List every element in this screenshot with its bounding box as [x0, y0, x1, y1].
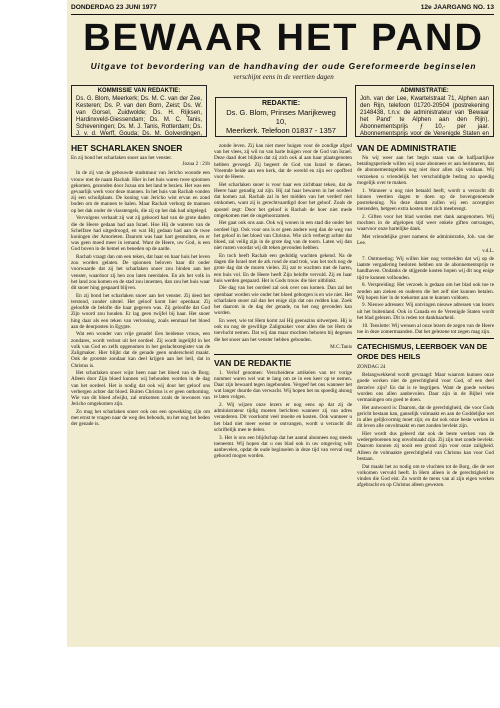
administration-box — [355, 85, 494, 137]
redaction-box — [215, 97, 347, 137]
paragraph: En weet, wie tot Hem komt zal Hij geenszins uitwerpen. Hij is ook nu nog de gewillige Zaligmaker voor allen die tot Hem de toevlucht nemen. Dat wij dan maar mochten behoren bij degenen die het snoer aan het venster hebben gebonden. — [214, 317, 352, 343]
issue-volume: 12e JAARGANG NO. 13 — [420, 4, 494, 11]
signature-tanis: M.C.Tanis — [330, 344, 352, 351]
signature-vdl: v.d.L. — [482, 247, 494, 254]
list-item: 8. Verspreiding: Het verzoek is gedaan om het blad ook toe te zenden aan zieken en ouderen die het zelf niet kunnen betalen. Wij hopen hier in de toekomst aan te kunnen voldoen. — [357, 282, 494, 301]
paragraph: In de zij van de gebouwde stadsmuur van Jericho woonde een vrouw met de naam Rachab. Hier in het huis waren twee spionnen gekomen, gezonden door Jozua om het land te bezien. Het was een gevaarlijk werk voor deze mannen. In het huis van Rachab vonden zij een schuilplaats. De koning van Jericho wist ervan en zond boden om de mannen te halen. Maar Rachab verborg de mannen op het dak onder de vlasstengels, die zij op het dak had uitgelegd. — [71, 170, 210, 214]
issue-date: DONDERDAG 23 JUNI 1977 — [71, 4, 157, 11]
paragraph: Vervolgens verhaalt zij wat zij gehoord had van de grote daden die de Heere gedaan had aan Israel. Hoe Hij de wateren van de Schelfzee had uitgedroogd, en wat Hij gedaan had aan de twee koningen der Amorieten. Daarom was haar hart gesmolten, en er was geen moed meer in iemand. Want de Heere, uw God, is een God boven in de hemel en beneden op de aarde. — [71, 215, 210, 253]
paragraph: Nu wij weer aan het begin staan van de halfjaarlijkse betalingsperiode willen wij onze abonnees er aan herinneren, dat de abonnementsgelden nog niet door allen zijn voldaan. Wij verzoeken u vriendelijk het verschuldigde bedrag zo spoedig mogelijk over te maken. — [357, 155, 494, 186]
paragraph: Wat een wonder van vrije genade! Een heidense vrouw, een zondares, wordt verlost uit het oordeel. Zij wordt ingelijfd in het volk van God en zelfs opgenomen in het geslachtsregister van de Zaligmaker. Hier blijkt dat de genade geen onderscheid maakt. Ook de grootste zondaar kan deel krijgen aan het heil, dat in Christus is. — [71, 331, 210, 369]
divider — [357, 338, 494, 339]
paragraph: 1. Wanneer u nog niet betaald heeft, wordt u verzocht dit binnen veertien dagen te doen op de bovengenoemde postrekening. Na deze datum zullen wij een acceptgiro toezenden, hetgeen extra kosten met zich meebrengt. — [357, 187, 494, 213]
masthead-title: BEWAAR HET PAND — [83, 17, 484, 59]
paragraph: Dat maakt het zo nodig om te vluchten tot de Borg, die de wet volkomen vervuld heeft. In Hem alleen is de gerechtigheid te vinden die God eist. Zo wordt de mens van al zijn eigen werken afgebracht en op Christus alleen gewezen. — [357, 463, 494, 489]
article-epigraph: En zij hond het scharlaken snoer aan het venster. — [71, 155, 172, 161]
editorial-board-box — [71, 85, 207, 137]
divider — [214, 354, 352, 355]
top-rule — [71, 14, 494, 15]
dateline — [71, 4, 494, 14]
administration-heading: ADMINISTRATIE: — [400, 88, 449, 94]
paragraph: Belangwekkend wordt gevraagd: Maar waarom kunnen onze goede werken niet de gerechtigheid voor God, of een deel derzelve zijn? En dat is te begrijpen. Want de goede werken worden ons allen aanbevolen. Daar zijn in de Bijbel vele vermaningen om goed te doen. — [357, 372, 494, 403]
paragraph: Het antwoord is: Daarom, dat de gerechtigheid, die voor Gods gericht bestaan kan, ganselijk volmaakt en aan de Goddelijke wet in alles gelijkvormig moet zijn; en dat ook onze beste werken in dit leven alle onvolmaakt en met zonden bevlekt zijn. — [357, 404, 494, 430]
list-item: 7. Ontmoeting: Wij willen hier nog vermelden dat wij op de laatste vergadering besloten hebben om de abonnementsprijs te handhaven. Ondanks de stijgende kosten hopen wij dit nog enige tijd te kunnen volhouden. — [357, 256, 494, 281]
paragraph: Met vriendelijke groet namens de administratie, Joh. van der Lee. — [357, 233, 494, 247]
column-3 — [357, 143, 494, 643]
paragraph: Rachab vraagt dan om een teken, dat haar en haar huis het leven zou worden gelaten. De spionnen beloven haar dit onder voorwaarde dat zij het scharlaken snoer zou binden aan het venster, waardoor zij hen zou laten neerdalen. En als het volk in het land zou komen en de stad zou innemen, dan zou het huis waar dit snoer hing gespaard blijven. — [71, 254, 210, 292]
paragraph: Het scharlaken snoer wijst heen naar het bloed van de Borg. Alleen door Zijn bloed kunnen wij behouden worden in de dag van het oordeel. Het is nodig dat ook wij door het geloof ons verbergen achter dat bloed. Buiten Christus is er geen ontkoming. Wie van dit bloed afwijkt, zal omkomen zoals de inwoners van Jericho omgekomen zijn. — [71, 370, 210, 408]
paragraph: 1. Verlof genomen: Verscheidene artikelen van ter vorige nummer waren wel wat te lang om ze in een keer op te nemen. Daar zijn bewaard tegen ingebonden. Vergeef het ons wanneer het wat langer duurde dan verwacht. Wij hopen het nu spoedig alsnog te laten volgen. — [214, 369, 352, 401]
paragraph: 2. Wij wijzen onze lezers er nog eens op dat zij de administrateur tijdig moeten berichten wanneer zij van adres veranderen. Dit voorkomt veel moeite en kosten. Ook wanneer u het blad niet meer wenst te ontvangen, wordt u verzocht dit schriftelijk mee te delen. — [214, 402, 352, 433]
article-heading-scharlaken: HET SCHARLAKEN SNOER — [71, 143, 183, 153]
redaction-line-1: Ds. G. Blom, Prinses Marijkeweg 10, — [226, 108, 336, 126]
paragraph: Het gaat ook ons aan. Ook wij wonen in een stad die onder het oordeel ligt. Ook voor ons is er geen andere weg dan de weg van het geloof in het bloed van Christus. Wie zich verbergt achter dat bloed, zal veilig zijn in de grote dag van de toorn. Laten wij dan niet rusten voordat wij dit teken gevonden hebben. — [214, 220, 352, 252]
publication-frequency: verschijnt eens in de veertien dagen — [233, 73, 334, 81]
paragraph: En zij bond het scharlaken snoer aan het venster. Zij deed het terstond, zonder uitstel. Het geloof komt hier openbaar. Zij geloofde de belofte die haar gegeven was. Zij geloofde dat God Zijn woord zou houden. Er lag geen twijfel bij haar. Het snoer hing daar als een teken van verlossing, zoals eenmaal het bloed aan de deurposten in Egypte. — [71, 292, 210, 330]
paragraph: zonde leven. Zij kan niet meer buigen voor de zondige afgod van het vlees, zij wil nu van harte buigen voor de God van Israel. Deze daad doet blijken dat zij zich ook al aan haar plaatsgenoten hebben gevoegd. Zij begeert de God van Israel te dienen. Vreemde beide aan een kerk, dat de wereld en zijn eer opofferd voor de Heere. — [214, 143, 352, 181]
paragraph: Zo mag het scharlaken snoer ook ons een opwekking zijn om met ernst te vragen naar de weg des behouds, nu het nog het heden der genade is. — [71, 408, 210, 428]
article-heading-administratie: VAN DE ADMINISTRATIE — [357, 143, 457, 153]
paragraph: Hier wordt dus geleerd dat ook de beste werken van de wedergeborenen nog onvolmaakt zijn. Zij zijn met zonde bevlekt. Daarom kunnen zij nooit een grond zijn voor onze zaligheid. Alleen de volmaakte gerechtigheid van Christus kan voor God bestaan. — [357, 431, 494, 462]
paragraph: Het scharlaken snoer is voor haar een zichtbaar teken, dat de Heere haar genadig zal zijn. Hij zal haar bewaren in het oordeel dat komen zal. Rachab zal in het midden van het verderf niet omkomen, want zij is gerechtvaardigd door het geloof. Zoals de apostel zegt: Door het geloof is Rachab de hoer niet mede omgekomen met de ongehoorzamen. — [214, 181, 352, 219]
redaction-line-2: Meerkerk. Telefoon 01837 - 1357 — [226, 126, 336, 135]
article-subheading: ZONDAG 24 — [357, 363, 386, 370]
paragraph: 3. Het is ons een blijdschap dat het aantal abonnees nog steeds toeneemt. Wij hopen dat u ons blad ook in uw omgeving wilt aanbevelen, opdat de oude beginselen in deze tijd van verval nog gehoord mogen worden. — [214, 434, 352, 460]
article-heading-catechismus: CATECHISMUS, LEERBOEK VAN DE ORDE DES HEILS — [357, 341, 488, 361]
column-2 — [214, 143, 352, 643]
masthead-subtitle: Uitgave tot bevordering van de handhaving der oude Gereformeerde beginselen — [90, 61, 477, 71]
editorial-board-text: Ds. G. Blom, Meerkerk; Ds. M. C. van der Zee, Kesteren; Ds. P. van den Born, Zeist; Ds. W. van Gorsel, Zuidwolde; Ds. H. Rijksen, Hardinxveld-Giessendam; Ds. M. C. Tanis, Scheveningen; Ds. M. J. Tanis, Rotterdam; Ds. J. v. d. Werff, Gouda; Ds. M. Golverdingen, — [76, 96, 202, 137]
paragraph: En toch heeft Rachab een geduldig wachten gekend. Na de dagen die Israel met de ark rond de stad trok, was het toch nog de grote dag dat de muren vielen. Zij zat te wachten met de haren, een huis vol. En de Heere heeft Zijn belofte vervuld. Zij en haar huis werden gespaard. Het is Gods trouw die hier uitblinkt. — [214, 252, 352, 284]
paragraph: Die dag van het oordeel zal ook over ons komen. Dan zal het openbaar worden wie onder het bloed geborgen is en wie niet. Het scharlaken snoer zal dan het enige zijn dat ons redden kan. Zoek het daarom in de dag der genade, nu het nog gevonden kan worden. — [214, 285, 352, 317]
paragraph: 2. Giften voor het blad worden met dank aangenomen. Wij mochten in de afgelopen tijd weer enkele giften ontvangen, waarvoor onze hartelijke dank. — [357, 213, 494, 233]
column-1 — [71, 143, 210, 643]
list-item: 10. Tenslotte: Wij wensen al onze lezers de zegen van de Heere toe in deze zomermaanden. Dat het gelezene tot zegen mag zijn. — [357, 322, 494, 335]
article-reference: Jozua 2 : 21b — [182, 161, 210, 168]
administration-text: Joh. van der Lee, Kwartelstraat 71, Alphen aan den Rijn, telefoon 01720-20504 (postrekening 2148438, t.n.v. de administrateur van 'Bewaar het Pand' te Alphen aan den Rijn). Abonnementsprijs ƒ 10,- per jaar. Abonnementsprijs voor de Verenigde Staten en — [360, 96, 489, 137]
article-heading-redaktie: VAN DE REDAKTIE — [214, 357, 292, 368]
editorial-board-heading: KOMMISSIE VAN REDAKTIE: — [97, 88, 181, 94]
newspaper-page — [67, 0, 500, 647]
redaction-heading: REDAKTIE: — [261, 100, 301, 107]
list-item: 9. Nieuwe adressen: Wij ontvingen nieuwe adressen van lezers uit het buitenland. Ook in Canada en de Verenigde Staten wordt het blad gelezen. Dit is reden tot dankbaarheid. — [357, 302, 494, 321]
